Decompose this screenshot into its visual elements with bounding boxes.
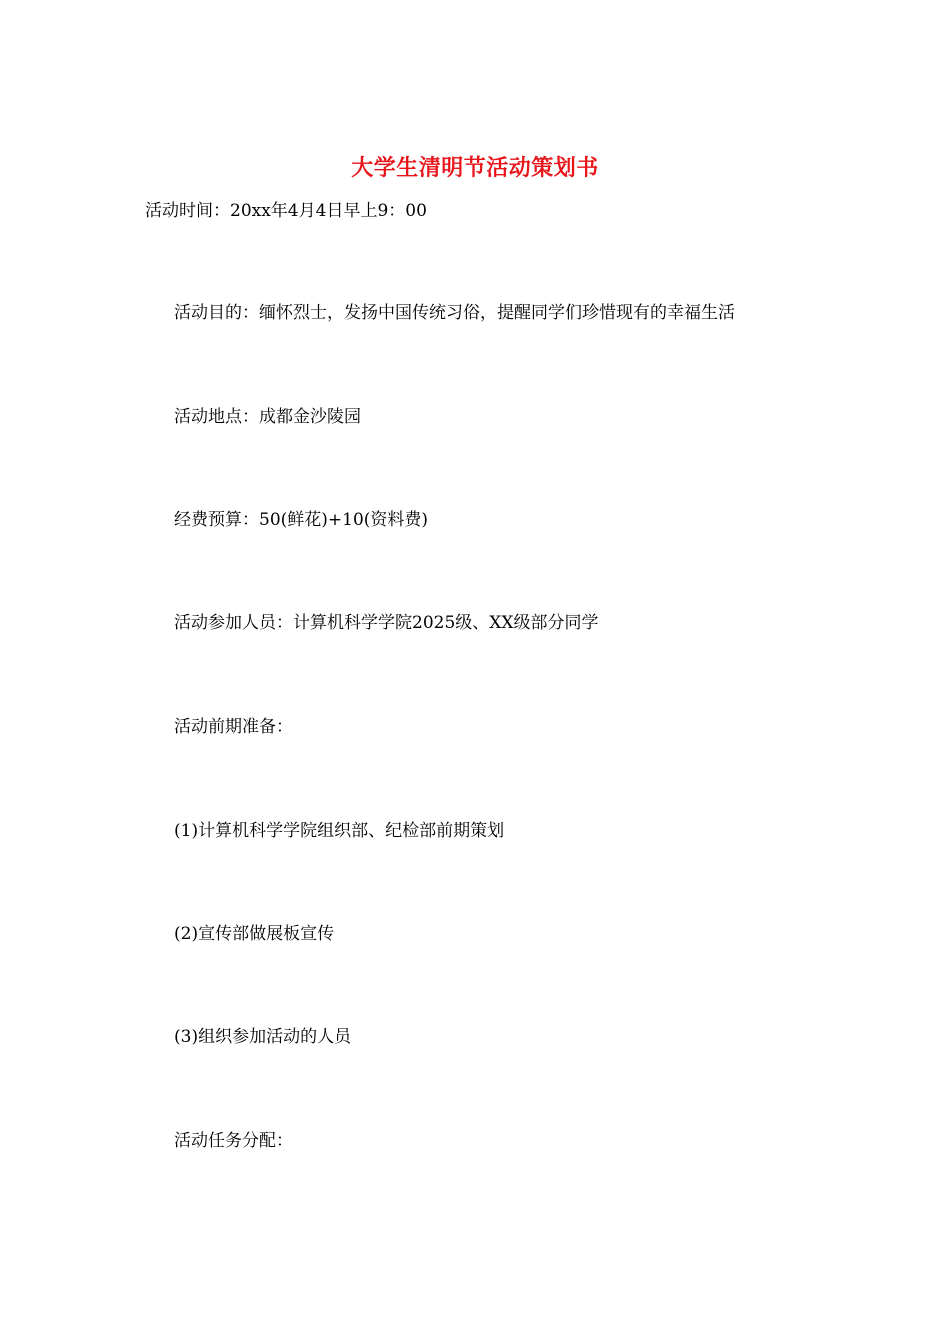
participants-line: 活动参加人员：计算机科学学院2025级、XX级部分同学 (174, 613, 599, 633)
activity-purpose-line: 活动目的：缅怀烈士，发扬中国传统习俗，提醒同学们珍惜现有的幸福生活 (174, 303, 735, 323)
preparation-item-3: (3)组织参加活动的人员 (174, 1027, 352, 1047)
preparation-heading: 活动前期准备： (174, 717, 293, 737)
budget-line: 经费预算：50(鲜花)+10(资料费) (174, 510, 429, 530)
activity-time-line: 活动时间：20xx年4月4日早上9：00 (145, 201, 427, 221)
preparation-item-2: (2)宣传部做展板宣传 (174, 924, 335, 944)
preparation-item-1: (1)计算机科学学院组织部、纪检部前期策划 (174, 821, 505, 841)
task-assignment-heading: 活动任务分配： (174, 1131, 293, 1151)
activity-location-line: 活动地点：成都金沙陵园 (174, 407, 361, 427)
document-title: 大学生清明节活动策划书 (351, 155, 599, 181)
